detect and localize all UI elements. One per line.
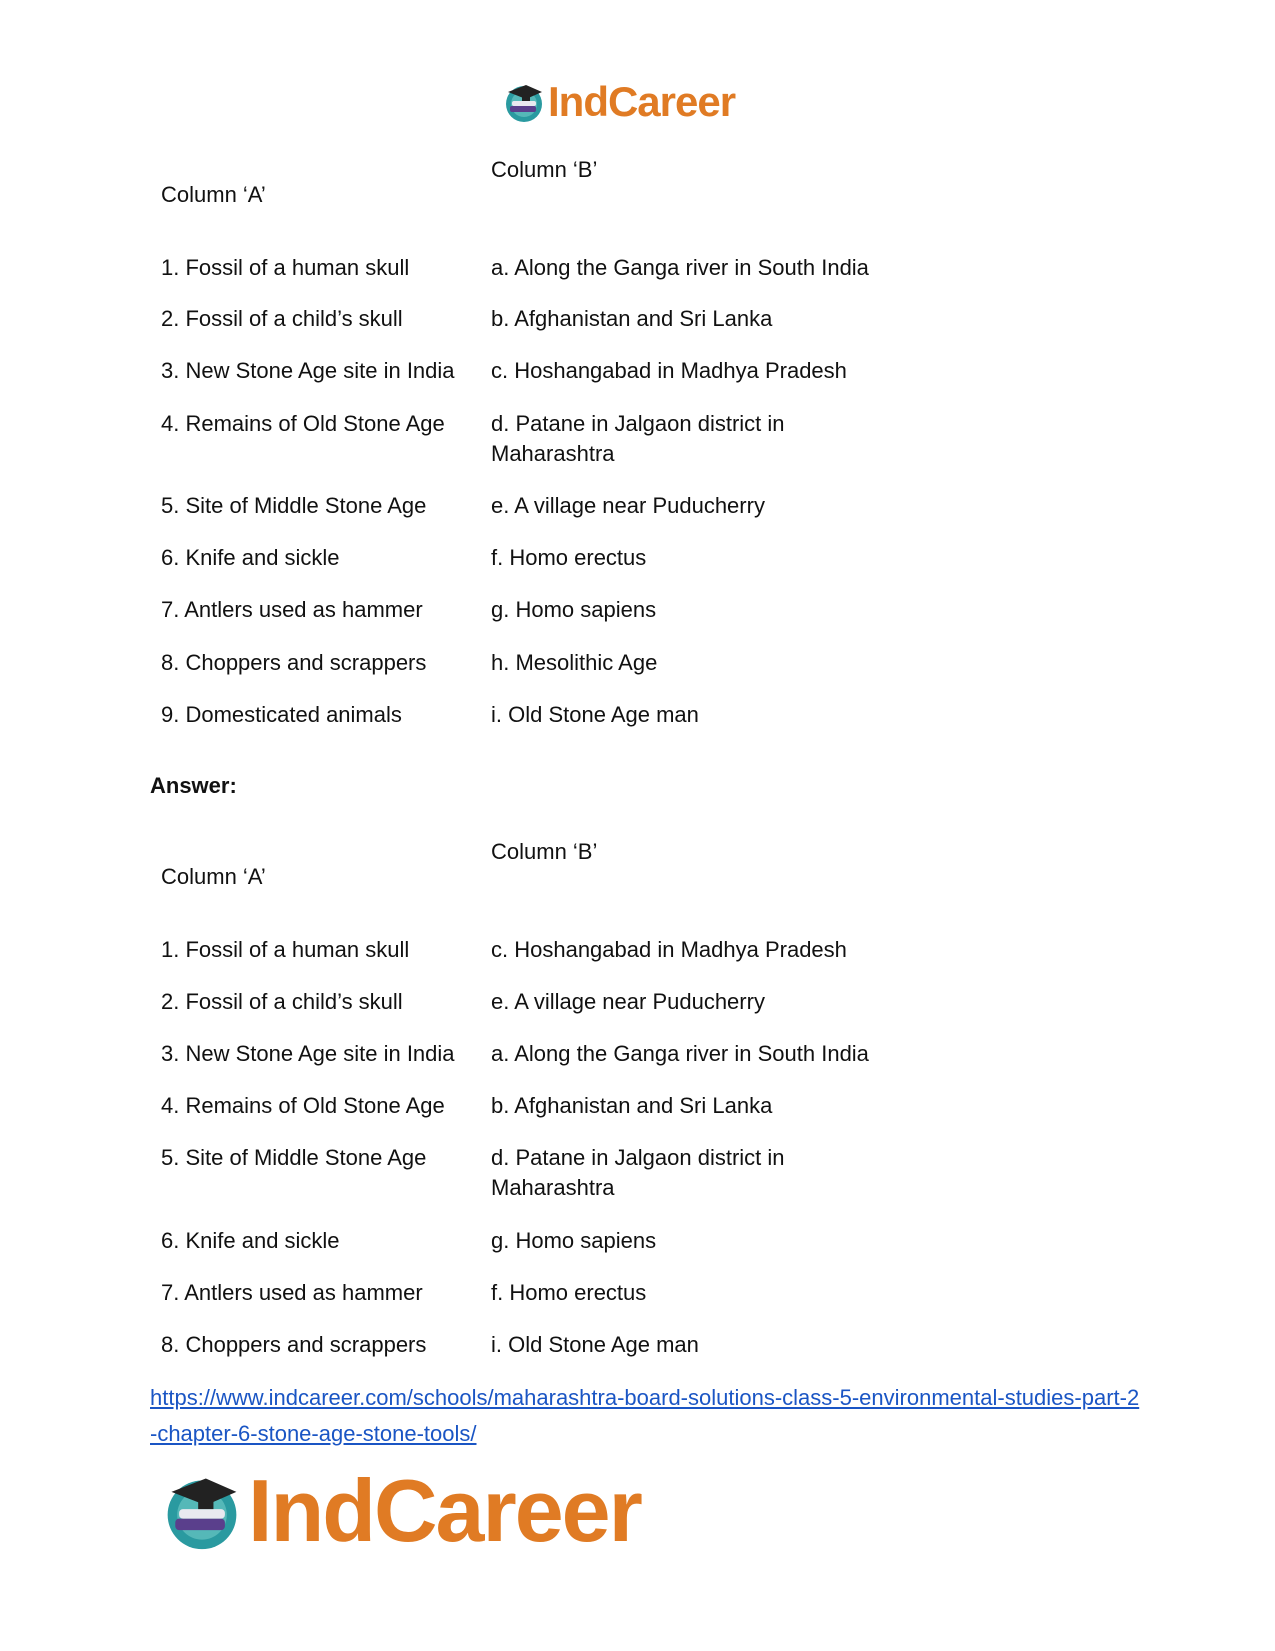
table-row-a: 3. New Stone Age site in India [161,1041,455,1066]
table-row-a: 1. Fossil of a human skull [161,937,410,962]
table-row-a: 1. Fossil of a human skull [161,255,410,280]
table-row-a: 9. Domesticated animals [161,702,402,727]
table-row-b: e. A village near Puducherry [491,493,765,518]
table-row-a: 8. Choppers and scrappers [161,650,427,675]
table-row-b: e. A village near Puducherry [491,989,765,1014]
table-row-b: b. Afghanistan and Sri Lanka [491,306,773,331]
table-row-a: 7. Antlers used as hammer [161,597,423,622]
table-row-a: 4. Remains of Old Stone Age [161,1093,445,1118]
answer-label: Answer: [150,773,237,798]
column-a-header: Column ‘A’ [161,182,266,207]
logo-wordmark: IndCareer [248,1461,641,1560]
table-row-a: 2. Fossil of a child’s skull [161,989,403,1014]
table-row-b: d. Patane in Jalgaon district in Maharashtra [491,1145,785,1200]
table-row-a: 8. Choppers and scrappers [161,1332,427,1357]
table-row-b: f. Homo erectus [491,1280,647,1305]
logo-wordmark: IndCareer [548,78,736,125]
table-row-a: 7. Antlers used as hammer [161,1280,423,1305]
table-row-a: 5. Site of Middle Stone Age [161,493,427,518]
table-row-a: 3. New Stone Age site in India [161,358,455,383]
table-row-b: g. Homo sapiens [491,1228,657,1253]
table-row-b: g. Homo sapiens [491,597,657,622]
graduation-cap-globe-icon [502,80,546,124]
table-row-b: b. Afghanistan and Sri Lanka [491,1093,773,1118]
table-row-b: f. Homo erectus [491,545,647,570]
table-row-a: 6. Knife and sickle [161,1228,340,1253]
table-row-b: i. Old Stone Age man [491,1332,699,1357]
table-row-b: i. Old Stone Age man [491,702,699,727]
table-row-a: 2. Fossil of a child’s skull [161,306,403,331]
column-a-header: Column ‘A’ [161,864,266,889]
table-row-b: c. Hoshangabad in Madhya Pradesh [491,358,847,383]
table-row-b: a. Along the Ganga river in South India [491,255,869,280]
column-b-header: Column ‘B’ [491,157,598,182]
table-row-a: 4. Remains of Old Stone Age [161,411,445,436]
footer-logo [160,1461,641,1560]
source-link[interactable]: https://www.indcareer.com/schools/maharashtra-board-solutions-class-5-environmental-studies-part-2-chapter-6-stone-age-stone-tools/ [150,1385,1140,1446]
header-logo [502,80,735,124]
table-row-b: h. Mesolithic Age [491,650,658,675]
table-row-b: c. Hoshangabad in Madhya Pradesh [491,937,847,962]
graduation-cap-globe-icon [160,1469,244,1553]
table-row-a: 6. Knife and sickle [161,545,340,570]
table-row-b: a. Along the Ganga river in South India [491,1041,869,1066]
column-b-header: Column ‘B’ [491,839,598,864]
table-row-a: 5. Site of Middle Stone Age [161,1145,427,1170]
table-row-b: d. Patane in Jalgaon district in Maharashtra [491,411,785,466]
